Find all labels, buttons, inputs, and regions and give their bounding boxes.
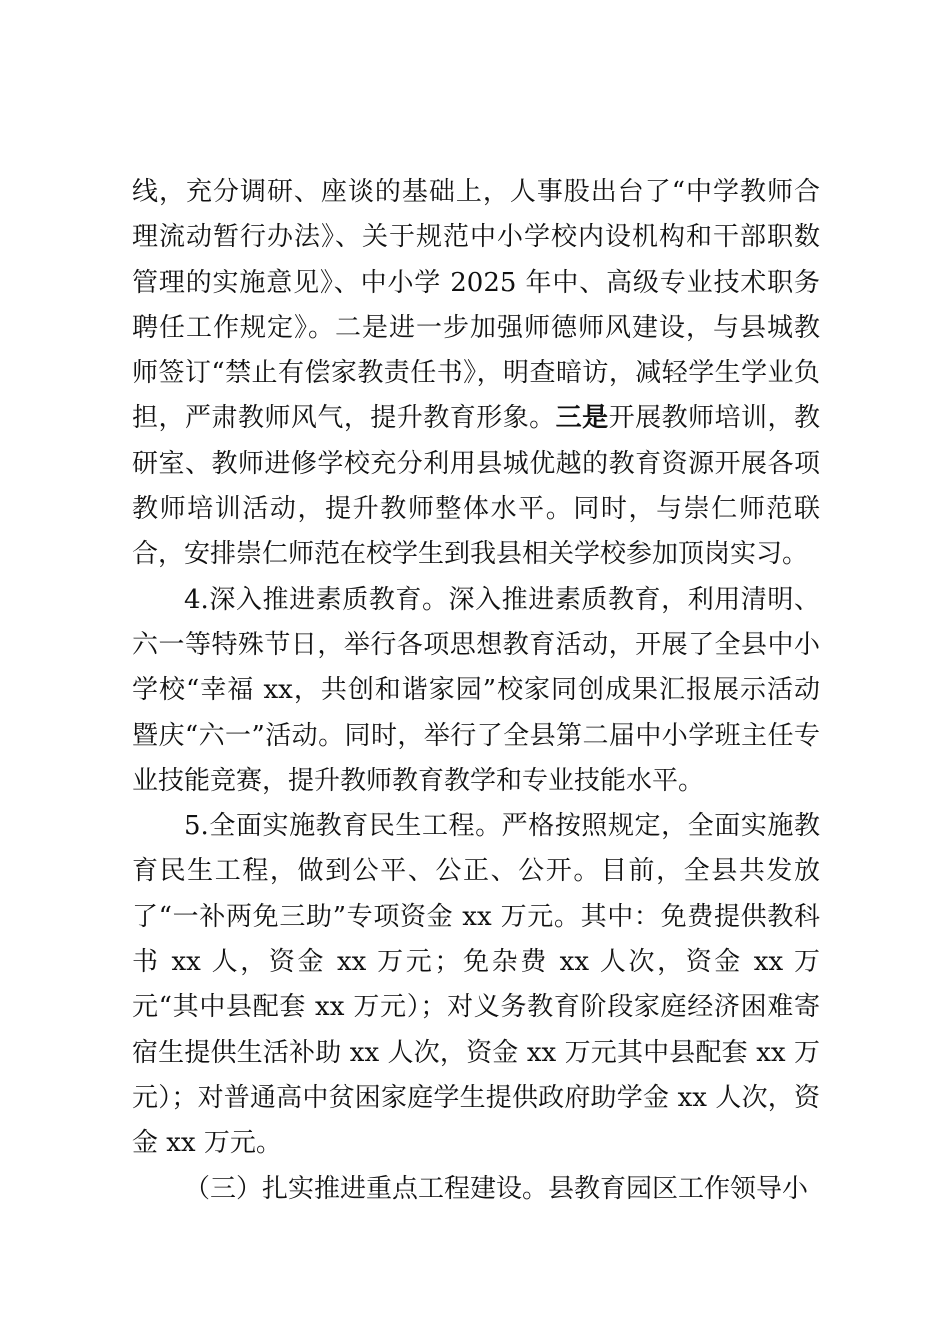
paragraph-teacher-management <box>132 170 820 578</box>
paragraph-livelihood-project: 5.全面实施教育民生工程。严格按照规定，全面实施教育民生工程，做到公平、公正、公开。目前，全县共发放了“一补两免三助”专项资金 xx 万元。其中：免费提供教科书 xx 人，资金 xx 万元；免杂费 xx 人次，资金 xx 万元“其中县配套 xx 万元）；对义务教育阶段家庭经济困难寄宿生提供生活补助 xx 人次，资金 xx 万元其中县配套 xx 万元）；对普通高中贫困家庭学生提供政府助学金 xx 人次，资金 xx 万元。 <box>132 811 820 1159</box>
document-page <box>132 170 820 1212</box>
paragraph-text-part-1: 线，充分调研、座谈的基础上，人事股出台了“中学教师合理流动暂行办法》、关于规范中小学校内设机构和干部职数管理的实施意见》、中小学 2025 年中、高级专业技术职务聘任工作规定》。二是进一步加强师德师风建设，与县城教师签订“禁止有偿家教责任书》，明查暗访，减轻学生学业负担，严肃教师风气，提升教育形象。 <box>132 177 820 434</box>
paragraph-bold-marker: 三是 <box>555 403 609 434</box>
paragraph-quality-education: 4.深入推进素质教育。深入推进素质教育，利用清明、六一等特殊节日，举行各项思想教育活动，开展了全县中小学校“幸福 xx，共创和谐家园”校家同创成果汇报展示活动暨庆“六一”活动。同时，举行了全县第二届中小学班主任专业技能竞赛，提升教师教育教学和专业技能水平。 <box>132 584 820 796</box>
paragraph-text-part-2: 开展教师培训，教研室、教师进修学校充分利用县城优越的教育资源开展各项教师培训活动，提升教师整体水平。同时，与崇仁师范联合，安排崇仁师范在校学生到我县相关学校参加顶岗实习。 <box>132 403 820 570</box>
paragraph-key-projects: （三）扎实推进重点工程建设。县教育园区工作领导小 <box>184 1173 809 1204</box>
